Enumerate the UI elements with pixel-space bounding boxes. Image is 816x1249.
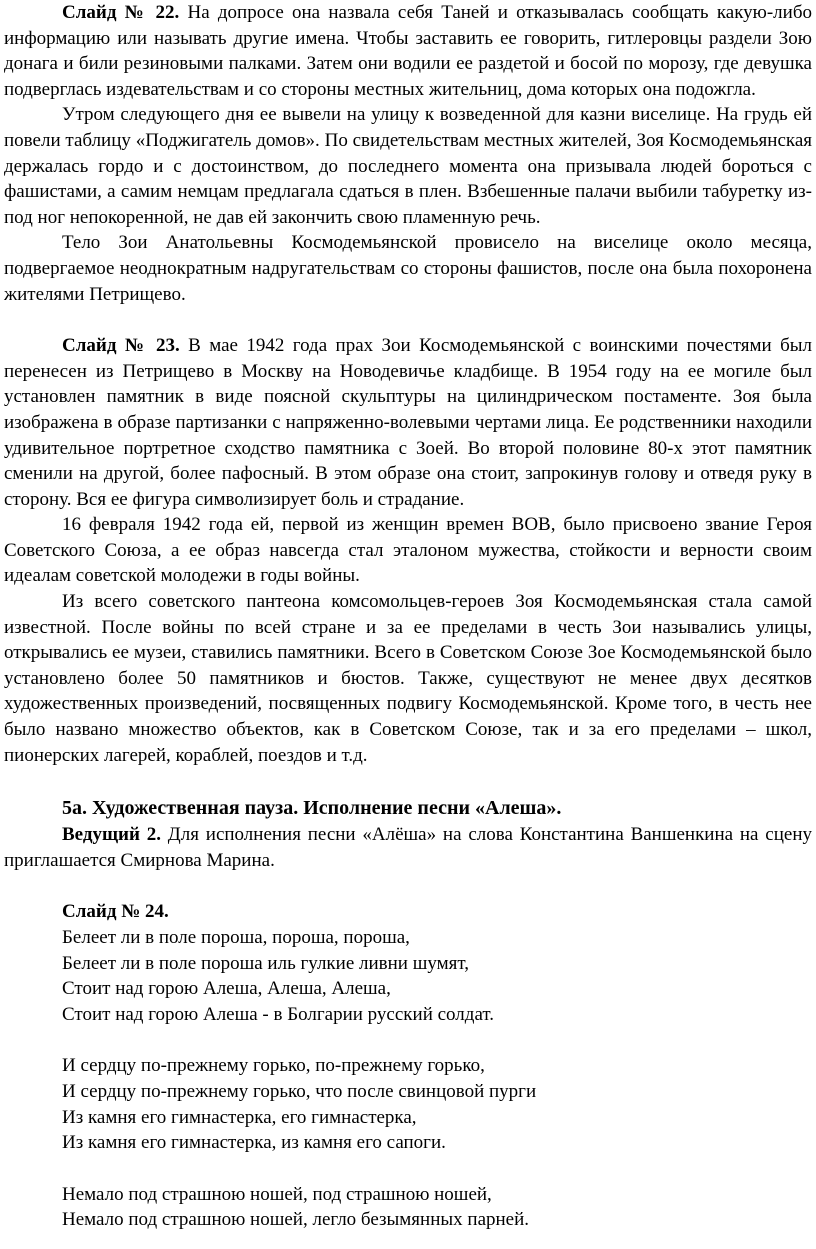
- poem-stanza: [4, 925, 812, 1027]
- paragraph: [4, 512, 812, 589]
- host-paragraph: [4, 822, 812, 873]
- paragraph: [4, 589, 812, 768]
- spacer: [4, 1156, 812, 1182]
- spacer: [4, 1027, 812, 1053]
- poem-line: Из камня его гимнастерка, из камня его сапоги.: [62, 1132, 446, 1154]
- paragraph-text: Из всего советского пантеона комсомольцев-героев Зоя Космодемьянская стала самой известной. После войны по всей стране и за ее пределами в честь Зои назывались улицы, открывались ее музеи, ставились памятники. Всего в Советском Союзе Зое Космодемьянской было установлено более 50 памятников и бюстов. Также, существуют не менее двух десятков художественных произведений, посвященных подвигу Космодемьянской. Кроме того, в честь нее было названо множество объектов, как в Советском Союзе, так и за его пределами – школ, пионерских лагерей, кораблей, поездов и т.д.: [4, 591, 812, 766]
- poem-stanza: [4, 1053, 812, 1155]
- paragraph-text: В мае 1942 года прах Зои Космодемьянской с воинскими почестями был перенесен из Петрищево в Москву на Новодевичье кладбище. В 1954 году на ее могиле был установлен памятник в виде поясной скульптуры на цилиндрическом постаменте. Зоя была изображена в образе партизанки с напряженно-волевыми чертами лица. Ее родственники находили удивительное портретное сходство памятника с Зоей. Во второй половине 80-х этот памятник сменили на другой, более пафосный. В этом образе она стоит, запрокинув голову и отведя руку в сторону. Вся ее фигура символизирует боль и страдание.: [4, 335, 812, 510]
- poem-line: Из камня его гимнастерка, его гимнастерка,: [62, 1106, 417, 1128]
- spacer: [4, 873, 812, 899]
- poem-line: Немало под страшною ношей, легло безымянных парней.: [62, 1209, 530, 1231]
- paragraph-text: Для исполнения песни «Алёша» на слова Константина Ваншенкина на сцену приглашается Смирнова Марина.: [4, 824, 812, 871]
- poem-line: И сердцу по-прежнему горько, что после свинцовой пурги: [62, 1080, 537, 1102]
- paragraph-text: Тело Зои Анатольевны Космодемьянской провисело на виселице около месяца, подвергаемое неоднократным надругательствам со стороны фашистов, после она была похоронена жителями Петрищево.: [4, 232, 812, 305]
- paragraph-text: На допросе она назвала себя Таней и отказывалась сообщать какую-либо информацию или называть другие имена. Чтобы заставить ее говорить, гитлеровцы раздели Зою донага и били резиновыми палками. Затем они водили ее раздетой и босой по морозу, где девушка подверглась издевательствам и со стороны местных жительниц, дома которых она подожгла.: [4, 2, 812, 100]
- slide-label: Слайд № 22.: [62, 2, 180, 23]
- host-label: Ведущий 2.: [62, 824, 161, 846]
- poem-line: Белеет ли в поле пороша иль гулкие ливни шумят,: [62, 952, 469, 974]
- slide-label: Слайд № 23.: [62, 335, 180, 357]
- poem-line: Белеет ли в поле пороша, пороша, пороша,: [62, 927, 410, 948]
- slide-22-paragraph: [4, 0, 812, 102]
- poem-line: Стоит над горою Алеша - в Болгарии русский солдат.: [62, 1003, 495, 1025]
- poem-stanza: [4, 1182, 812, 1233]
- spacer: [4, 307, 812, 333]
- paragraph: [4, 230, 812, 307]
- section-heading: 5а. Художественная пауза. Исполнение песни «Алеша».: [62, 797, 562, 820]
- slide-23-paragraph: [4, 333, 812, 512]
- paragraph: [4, 102, 812, 230]
- slide-24-label: Слайд № 24.: [62, 901, 169, 923]
- poem-line: И сердцу по-прежнему горько, по-прежнему горько,: [62, 1055, 485, 1077]
- poem-line: Стоит над горою Алеша, Алеша, Алеша,: [62, 978, 391, 1000]
- paragraph-text: 16 февраля 1942 года ей, первой из женщин времен ВОВ, было присвоено звание Героя Советского Союза, а ее образ навсегда стал эталоном мужества, стойкости и верности своим идеалам советской молодежи в годы войны.: [4, 514, 812, 587]
- poem-line: Немало под страшною ношей, под страшною ношей,: [62, 1183, 492, 1205]
- paragraph-text: Утром следующего дня ее вывели на улицу к возведенной для казни виселице. На грудь ей повели таблицу «Поджигатель домов». По свидетельствам местных жителей, Зоя Космодемьянская держалась гордо и с достоинством, до последнего момента она призывала людей бороться с фашистами, а самим немцам предлагала сдаться в плен. Взбешенные палачи выбили табуретку из-под ног непокоренной, не дав ей закончить свою пламенную речь.: [4, 104, 812, 228]
- spacer: [4, 768, 812, 794]
